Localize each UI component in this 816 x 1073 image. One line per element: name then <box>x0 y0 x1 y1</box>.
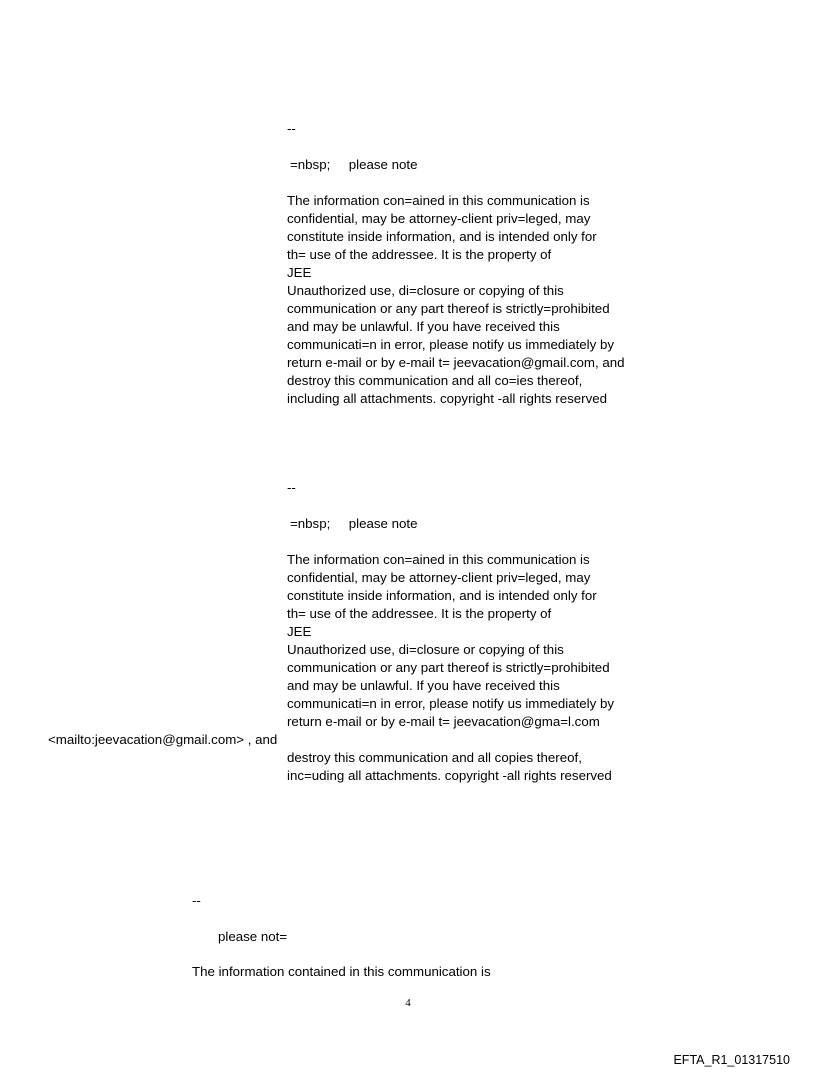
note-line-1: =nbsp; please note <box>290 157 418 172</box>
disclaimer-line: return e-mail or by e-mail t= jeevacation@gma=l.com <box>287 714 600 729</box>
disclaimer-block-1 <box>287 192 687 408</box>
disclaimer-line: JEE <box>287 265 312 280</box>
disclaimer-line: The information con=ained in this communication is <box>287 193 590 208</box>
disclaimer-line: confidential, may be attorney-client priv=leged, may <box>287 570 591 585</box>
disclaimer-tail-2 <box>287 749 687 785</box>
disclaimer-line: destroy this communication and all co=ies thereof, <box>287 373 583 388</box>
disclaimer-line: Unauthorized use, di=closure or copying of this <box>287 642 564 657</box>
page-number: 4 <box>405 997 411 1009</box>
separator-3: -- <box>192 893 201 908</box>
note-line-3: please not= <box>218 929 288 944</box>
disclaimer-line: th= use of the addressee. It is the property of <box>287 247 552 262</box>
disclaimer-line: constitute inside information, and is intended only for <box>287 229 597 244</box>
disclaimer-line: constitute inside information, and is intended only for <box>287 588 597 603</box>
disclaimer-line: and may be unlawful. If you have received this <box>287 319 560 334</box>
disclaimer-line: return e-mail or by e-mail t= jeevacation@gmail.com, and <box>287 355 625 370</box>
disclaimer-line: communication or any part thereof is strictly=prohibited <box>287 301 610 316</box>
document-id: EFTA_R1_01317510 <box>673 1053 790 1067</box>
disclaimer-line-final: The information contained in this communication is <box>192 964 491 979</box>
disclaimer-line: JEE <box>287 624 312 639</box>
disclaimer-line: and may be unlawful. If you have received this <box>287 678 560 693</box>
disclaimer-line: destroy this communication and all copies thereof, <box>287 750 582 765</box>
disclaimer-line: th= use of the addressee. It is the property of <box>287 606 552 621</box>
disclaimer-line: communication or any part thereof is strictly=prohibited <box>287 660 610 675</box>
disclaimer-line: Unauthorized use, di=closure or copying of this <box>287 283 564 298</box>
disclaimer-line: communicati=n in error, please notify us immediately by <box>287 696 615 711</box>
separator-1: -- <box>287 121 296 136</box>
disclaimer-line: confidential, may be attorney-client priv=leged, may <box>287 211 591 226</box>
disclaimer-line: The information con=ained in this communication is <box>287 552 590 567</box>
note-line-2: =nbsp; please note <box>290 516 418 531</box>
mailto-link: <mailto:jeevacation@gmail.com> , and <box>48 732 278 747</box>
disclaimer-block-2 <box>287 551 687 731</box>
disclaimer-line: including all attachments. copyright -all rights reserved <box>287 391 608 406</box>
separator-2: -- <box>287 480 296 495</box>
disclaimer-line: inc=uding all attachments. copyright -all rights reserved <box>287 768 612 783</box>
disclaimer-line: communicati=n in error, please notify us immediately by <box>287 337 615 352</box>
